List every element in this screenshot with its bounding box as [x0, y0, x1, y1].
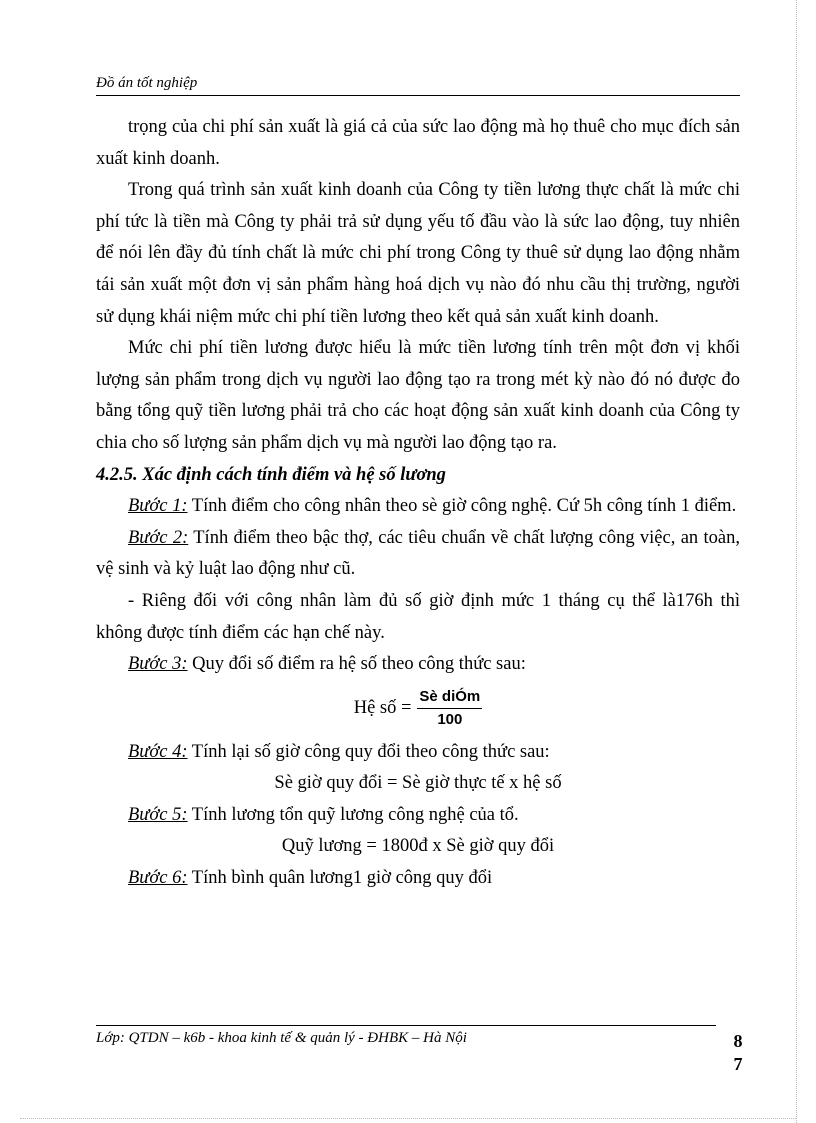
step-text: Tính lương tổn quỹ lương công nghệ của tổ.	[187, 804, 519, 825]
page-number-digit: 8	[733, 1031, 743, 1051]
step-text: Tính bình quân lương1 giờ công quy đổi	[187, 868, 493, 889]
page-border-right	[796, 0, 797, 1123]
page-number-digit: 7	[733, 1054, 743, 1074]
section-heading: 4.2.5. Xác định cách tính điểm và hệ số lương	[96, 464, 446, 485]
formula-gio-quy-doi: Sè giờ quy đổi = Sè giờ thực tế x hệ số	[274, 773, 562, 794]
paragraph: Trong quá trình sản xuất kinh doanh của Công ty tiền lương thực chất là mức chi phí tức là tiền mà Công ty phải trả sử dụng yếu tố đầu vào là sức lao động, tuy nhiên để nói lên đầy đủ tính chất là mức chi phí trong Công ty thuê sử dụng lao động nhằm tái sản xuất một đơn vị sản phẩm hàng hoá dịch vụ nào đó nhu cầu thị trường, người sử dụng khái niệm mức chi phí tiền lương theo kết quả sản xuất kinh doanh.	[96, 180, 740, 327]
page-number	[728, 1030, 748, 1076]
step-4	[96, 737, 740, 769]
page-footer: Lớp: QTDN – k6b - khoa kinh tế & quản lý - ĐHBK – Hà Nội	[96, 1025, 716, 1047]
fraction-denominator: 100	[437, 711, 463, 729]
step-2	[96, 523, 740, 586]
step-text: Tính điểm theo bậc thợ, các tiêu chuẩn về chất lượng công việc, an toàn, vệ sinh và kỷ luật lao động như cũ.	[96, 527, 740, 580]
formula-quy-luong: Quỹ lương = 1800đ x Sè giờ quy đổi	[281, 836, 555, 857]
step-label: Bước 2:	[128, 527, 189, 548]
fraction-numerator: Sè diÓm	[417, 688, 482, 709]
step-3	[96, 649, 740, 681]
fraction	[417, 688, 482, 729]
formula-lhs: Hệ số =	[353, 697, 412, 718]
formula-he-so	[96, 683, 740, 735]
paragraph: trọng của chi phí sản xuất là giá cả của sức lao động mà họ thuê cho mục đích sản xuất kinh doanh.	[96, 117, 740, 169]
bullet-item: - Riêng đối với công nhân làm đủ số giờ định mức 1 tháng cụ thể là176h thì không được tính điểm các hạn chế này.	[96, 590, 740, 643]
step-label: Bước 6:	[128, 868, 188, 889]
step-label: Bước 5:	[128, 804, 188, 825]
step-text: Tính lại số giờ công quy đổi theo công thức sau:	[187, 741, 550, 762]
page-header: Đồ án tốt nghiệp	[96, 75, 740, 96]
step-label: Bước 4:	[128, 741, 188, 762]
page-border-bottom	[20, 1118, 796, 1119]
step-text: Quy đổi số điểm ra hệ số theo công thức sau:	[187, 654, 526, 675]
step-5	[96, 800, 740, 832]
step-text: Tính điểm cho công nhân theo sè giờ công nghệ. Cứ 5h công tính 1 điểm.	[187, 496, 737, 517]
step-1	[96, 491, 740, 523]
step-label: Bước 3:	[128, 654, 188, 675]
page-body	[96, 112, 740, 895]
step-label: Bước 1:	[128, 496, 188, 517]
paragraph: Mức chi phí tiền lương được hiểu là mức tiền lương tính trên một đơn vị khối lượng sản phẩm trong dịch vụ người lao động tạo ra trong mét kỳ nào đó nó được đo bằng tổng quỹ tiền lương phải trả cho các hoạt động sản xuất kinh doanh của Công ty chia cho số lượng sản phẩm dịch vụ mà người lao động tạo ra.	[96, 338, 740, 453]
step-6	[96, 863, 740, 895]
